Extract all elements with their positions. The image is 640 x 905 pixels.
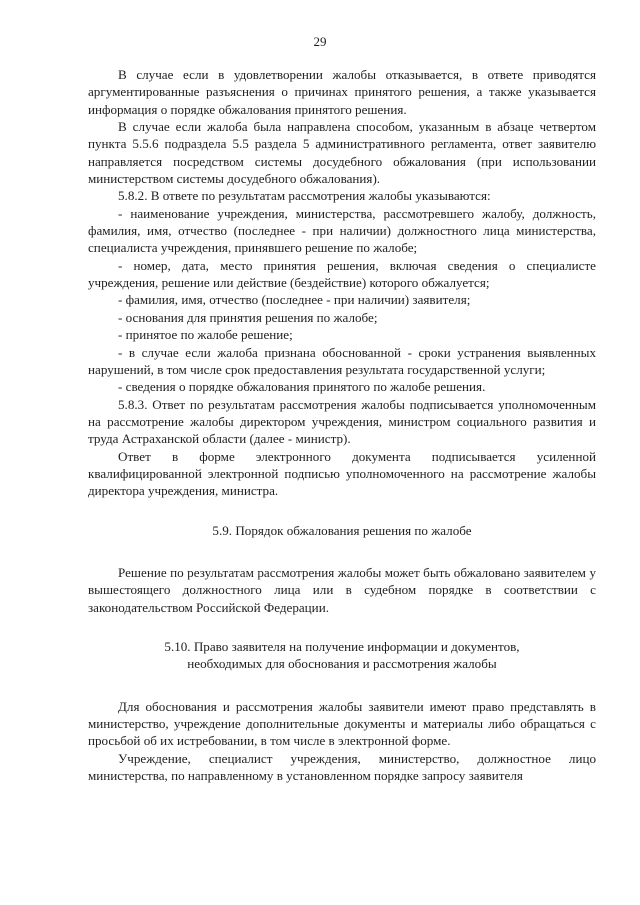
document-body: [88, 66, 596, 784]
heading-line: 5.9. Порядок обжалования решения по жалобе: [212, 522, 472, 538]
paragraph-electronic-signature: Ответ в форме электронного документа подписывается усиленной квалифицированной электронной подписью уполномоченного на рассмотрение жалобы директора учреждения, министра.: [88, 448, 596, 499]
page-number: 29: [313, 34, 327, 49]
heading-line: необходимых для обоснования и рассмотрения жалобы: [187, 656, 497, 672]
paragraph-5-8-3: 5.8.3. Ответ по результатам рассмотрения жалобы подписывается уполномоченным на рассмотрение жалобы директором учреждения, министром социального развития и труда Астраханской области (далее - министр).: [88, 396, 596, 447]
paragraph-documents-right: Для обоснования и рассмотрения жалобы заявители имеют право представлять в министерство, учреждение дополнительные документы и материалы либо обращаться с просьбой об их истребовании, в том числе в электронной форме.: [88, 698, 596, 749]
section-heading-5-10: [88, 638, 596, 673]
paragraph-5-8-2: 5.8.2. В ответе по результатам рассмотрения жалобы указываются:: [118, 188, 491, 204]
list-item: - номер, дата, место принятия решения, включая сведения о специалисте учреждения, решение или действие (бездействие) которого обжалуется;: [88, 257, 596, 291]
paragraph-pre-trial-system: В случае если жалоба была направлена способом, указанным в абзаце четвертом пункта 5.5.6 подраздела 5.5 раздела 5 административного регламента, ответ заявителю направляется посредством системы досудебного обжалования (при использовании министерством системы досудебного обжалования).: [88, 119, 596, 187]
list-item: - в случае если жалоба признана обоснованной - сроки устранения выявленных нарушений, в том числе срок предоставления результата государственной услуги;: [88, 344, 596, 377]
list-item: - принятое по жалобе решение;: [118, 327, 293, 343]
list-item: - сведения о порядке обжалования принятого по жалобе решения.: [118, 379, 486, 395]
list-item: - фамилия, имя, отчество (последнее - при наличии) заявителя;: [118, 292, 471, 308]
paragraph-institution-request: Учреждение, специалист учреждения, министерство, должностное лицо министерства, по направленному в установленном порядке запросу заявителя: [88, 750, 596, 784]
section-heading-5-9: [88, 522, 596, 539]
paragraph-appeal: Решение по результатам рассмотрения жалобы может быть обжаловано заявителем у вышестоящего должностного лица или в судебном порядке в соответствии с законодательством Российской Федерации.: [88, 564, 596, 615]
list-item: - основания для принятия решения по жалобе;: [118, 309, 378, 325]
heading-line: 5.10. Право заявителя на получение информации и документов,: [164, 638, 520, 654]
paragraph-refusal: В случае если в удовлетворении жалобы отказывается, в ответе приводятся аргументированные разъяснения о причинах принятого решения, а также указывается информация о порядке обжалования принятого решения.: [88, 67, 596, 117]
list-item: - наименование учреждения, министерства, рассмотревшего жалобу, должность, фамилия, имя, отчество (последнее - при наличии) должностного лица министерства, специалиста учреждения, принявшего решение по жалобе;: [88, 205, 596, 256]
